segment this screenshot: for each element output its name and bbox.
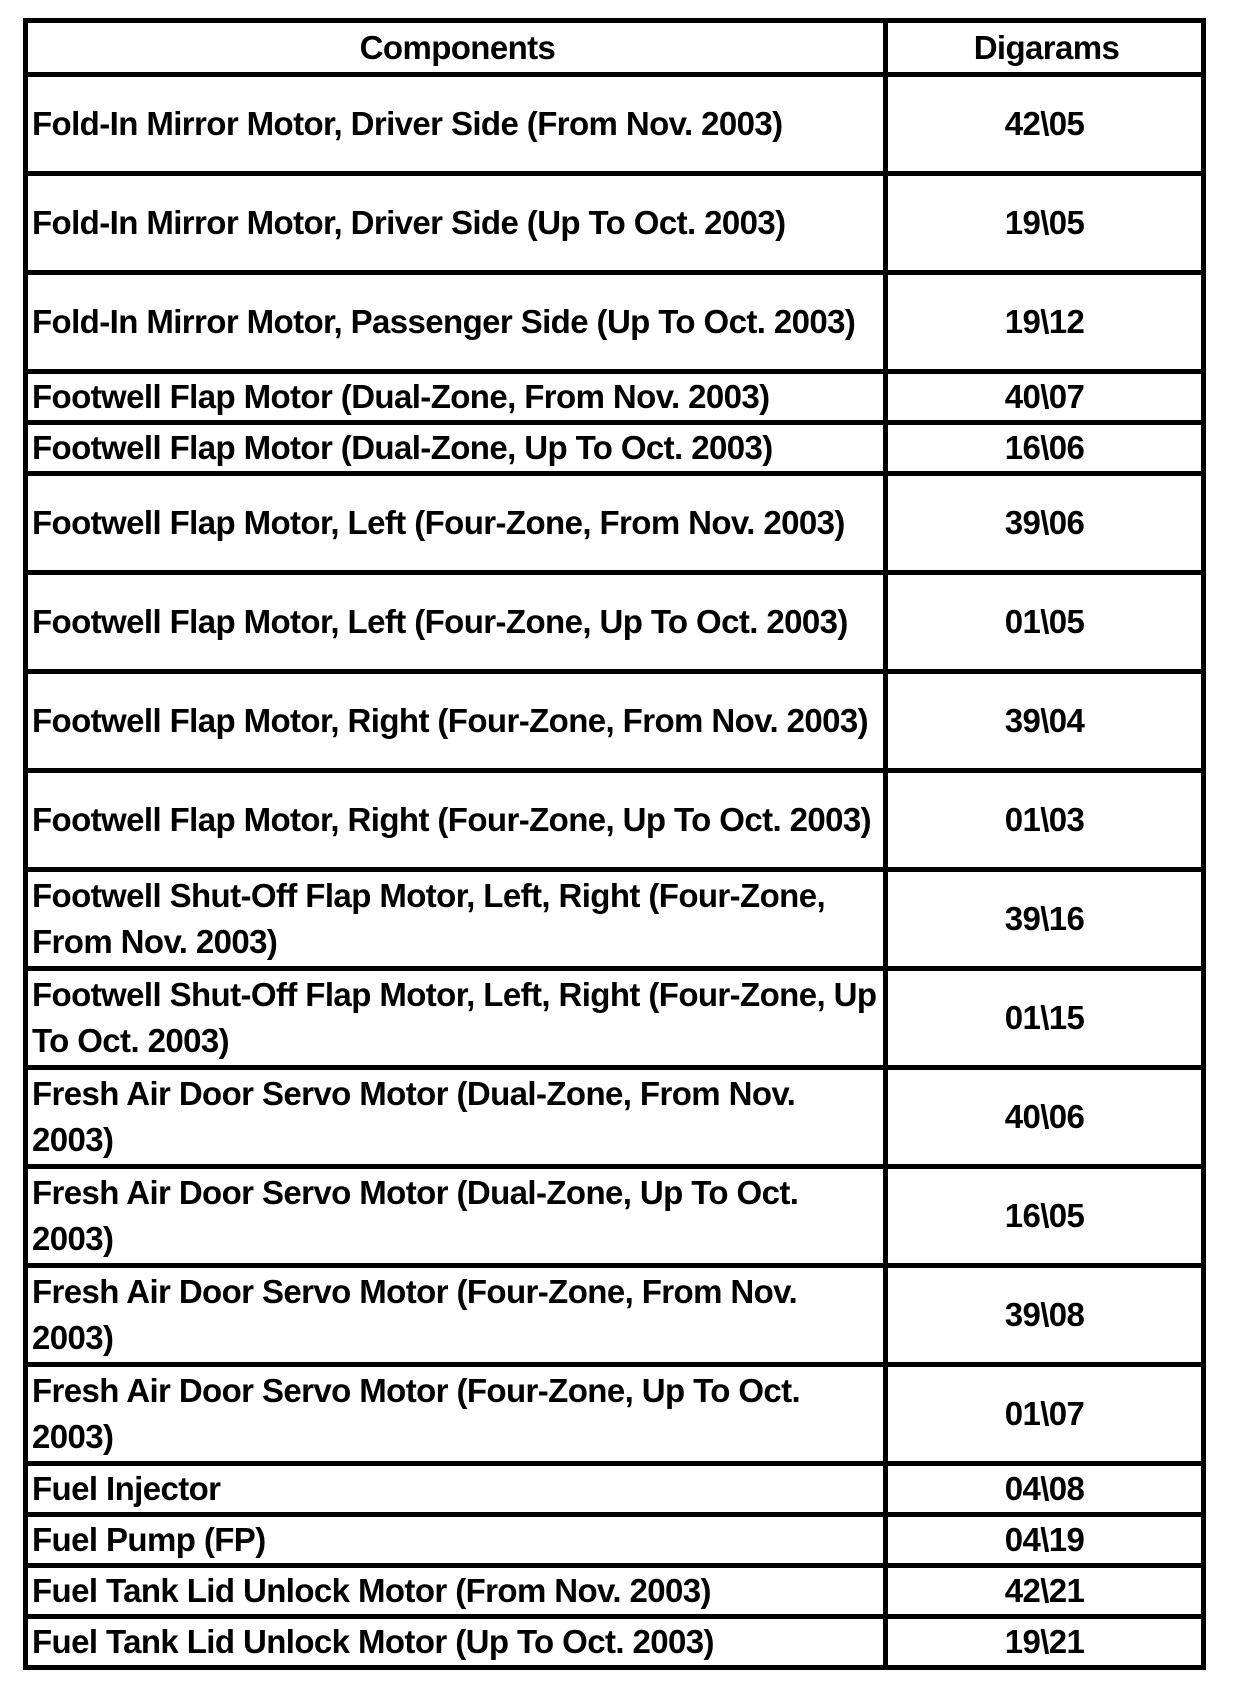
component-cell: Footwell Flap Motor, Left (Four-Zone, Up To Oct. 2003) [26, 573, 886, 672]
component-cell: Fold-In Mirror Motor, Passenger Side (Up To Oct. 2003) [26, 273, 886, 372]
diagram-cell: 39\06 [886, 474, 1204, 573]
diagram-cell: 19\12 [886, 273, 1204, 372]
table-row [26, 372, 1204, 423]
components-diagrams-table [23, 18, 1206, 1670]
diagram-cell: 39\08 [886, 1266, 1204, 1365]
diagram-cell: 04\19 [886, 1515, 1204, 1566]
table-row [26, 1266, 1204, 1365]
component-cell: Fresh Air Door Servo Motor (Four-Zone, Up To Oct. 2003) [26, 1365, 886, 1464]
diagram-cell: 01\03 [886, 771, 1204, 870]
table-row [26, 273, 1204, 372]
header-components: Components [26, 21, 886, 75]
diagram-cell: 16\06 [886, 423, 1204, 474]
component-cell: Fresh Air Door Servo Motor (Four-Zone, From Nov. 2003) [26, 1266, 886, 1365]
component-cell: Fold-In Mirror Motor, Driver Side (Up To Oct. 2003) [26, 174, 886, 273]
table-row [26, 174, 1204, 273]
component-cell: Fuel Tank Lid Unlock Motor (From Nov. 2003) [26, 1566, 886, 1617]
diagram-cell: 19\05 [886, 174, 1204, 273]
component-cell: Fresh Air Door Servo Motor (Dual-Zone, From Nov. 2003) [26, 1068, 886, 1167]
diagram-cell: 39\16 [886, 870, 1204, 969]
component-cell: Footwell Flap Motor (Dual-Zone, Up To Oct. 2003) [26, 423, 886, 474]
table-row [26, 1167, 1204, 1266]
diagram-cell: 04\08 [886, 1464, 1204, 1515]
component-cell: Footwell Shut-Off Flap Motor, Left, Right (Four-Zone, Up To Oct. 2003) [26, 969, 886, 1068]
table-row [26, 969, 1204, 1068]
component-cell: Footwell Flap Motor, Right (Four-Zone, From Nov. 2003) [26, 672, 886, 771]
table-row [26, 423, 1204, 474]
diagram-cell: 42\05 [886, 75, 1204, 174]
component-cell: Footwell Flap Motor, Right (Four-Zone, Up To Oct. 2003) [26, 771, 886, 870]
component-cell: Fuel Tank Lid Unlock Motor (Up To Oct. 2003) [26, 1617, 886, 1668]
diagram-cell: 40\07 [886, 372, 1204, 423]
component-cell: Footwell Flap Motor, Left (Four-Zone, From Nov. 2003) [26, 474, 886, 573]
diagram-cell: 39\04 [886, 672, 1204, 771]
table-row [26, 474, 1204, 573]
table-row [26, 672, 1204, 771]
table-row [26, 870, 1204, 969]
diagram-cell: 19\21 [886, 1617, 1204, 1668]
table-row [26, 1566, 1204, 1617]
diagram-cell: 01\15 [886, 969, 1204, 1068]
table-row [26, 1068, 1204, 1167]
table-row [26, 573, 1204, 672]
table-row [26, 1515, 1204, 1566]
table-header-row [26, 21, 1204, 75]
table-row [26, 771, 1204, 870]
component-cell: Footwell Shut-Off Flap Motor, Left, Right (Four-Zone, From Nov. 2003) [26, 870, 886, 969]
table-row [26, 1617, 1204, 1668]
diagram-cell: 40\06 [886, 1068, 1204, 1167]
diagram-cell: 01\07 [886, 1365, 1204, 1464]
component-cell: Fuel Pump (FP) [26, 1515, 886, 1566]
table-row [26, 1464, 1204, 1515]
component-cell: Fuel Injector [26, 1464, 886, 1515]
diagram-cell: 01\05 [886, 573, 1204, 672]
components-table-container [23, 18, 1201, 1670]
component-cell: Fold-In Mirror Motor, Driver Side (From Nov. 2003) [26, 75, 886, 174]
header-diagrams: Digarams [886, 21, 1204, 75]
diagram-cell: 16\05 [886, 1167, 1204, 1266]
component-cell: Footwell Flap Motor (Dual-Zone, From Nov. 2003) [26, 372, 886, 423]
diagram-cell: 42\21 [886, 1566, 1204, 1617]
table-row [26, 1365, 1204, 1464]
component-cell: Fresh Air Door Servo Motor (Dual-Zone, Up To Oct. 2003) [26, 1167, 886, 1266]
table-row [26, 75, 1204, 174]
